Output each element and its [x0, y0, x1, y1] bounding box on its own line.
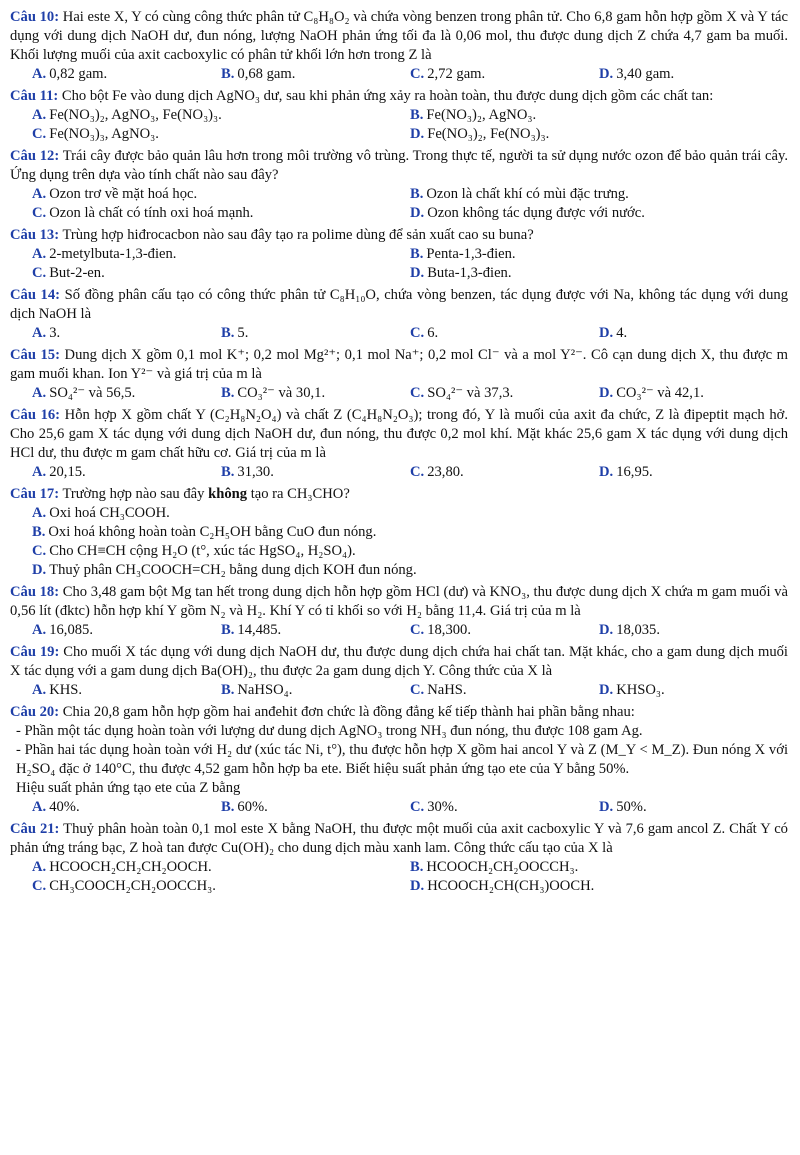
option-text: Penta-1,3-đien. [426, 246, 516, 262]
option-text: Fe(NO₃)₂, AgNO₃, Fe(NO₃)₃. [49, 107, 222, 123]
option-letter: C. [32, 265, 47, 281]
option-letter: B. [410, 859, 424, 875]
option-text: KHS. [49, 682, 83, 698]
option-text: 2,72 gam. [427, 66, 486, 82]
answer-option [32, 463, 221, 482]
answer-option [32, 542, 788, 561]
answer-option [410, 877, 788, 896]
answer-options [10, 106, 788, 144]
answer-option [32, 561, 788, 580]
option-letter: A. [32, 107, 47, 123]
answer-option [410, 858, 788, 877]
question-part: - Phần hai tác dụng hoàn toàn với H₂ dư (xúc tác Ni, t°), thu được hỗn hợp X gồm hai ancol Y và Z (M_Y < M_Z). Đun nóng X với H₂SO₄ đặc ở 140°C, thu được 4,52 gam hỗn hợp ba ete. Biết hiệu suất phản ứng tạo ete của Y bằng 50%. [16, 742, 788, 777]
answer-options [10, 384, 788, 403]
question-text: Trùng hợp hiđrocacbon nào sau đây tạo ra polime dùng để sản xuất cao su buna? [62, 227, 534, 243]
option-letter: A. [32, 464, 47, 480]
option-letter: A. [32, 682, 47, 698]
answer-option [221, 65, 410, 84]
answer-option [410, 185, 788, 204]
answer-option [410, 681, 599, 700]
option-text: SO₄²⁻ và 37,3. [427, 385, 514, 401]
answer-options [10, 185, 788, 223]
question-block [10, 346, 788, 403]
option-letter: D. [599, 622, 614, 638]
answer-option [221, 384, 410, 403]
answer-option [32, 106, 410, 125]
option-text: Ozon trơ về mặt hoá học. [49, 186, 198, 202]
option-text: Ozon không tác dụng được với nước. [427, 205, 645, 221]
question-text: Thuỷ phân hoàn toàn 0,1 mol este X bằng NaOH, thu được một muối của axit cacboxylic Y và 7,6 gam ancol Z. Chất Y có phản ứng tráng bạc, Z hoà tan được Cu(OH)₂ cho dung dịch màu xanh lam. Công thức cấu tạo của X là [10, 821, 788, 856]
answer-option [599, 798, 788, 817]
option-text: 0,82 gam. [49, 66, 108, 82]
option-text: Ozon là chất khí có mùi đặc trưng. [426, 186, 629, 202]
answer-option [410, 384, 599, 403]
option-letter: D. [599, 385, 614, 401]
option-text: CO₃²⁻ và 30,1. [237, 385, 326, 401]
question-text: Trường hợp nào sau đây [62, 486, 209, 502]
option-letter: C. [410, 622, 425, 638]
answer-option [32, 798, 221, 817]
question-number: Câu 21: [10, 821, 60, 837]
question-text: Hỗn hợp X gồm chất Y (C₂H₈N₂O₄) và chất Z (C₄H₈N₂O₃); trong đó, Y là muối của axit đa chức, Z là đipeptit mạch hở. Cho 25,6 gam X tác dụng với dung dịch NaOH dư, đun nóng, thu được 0,2 mol khí. Mặt khác 25,6 gam X tác dụng với dung dịch HCl dư, thu được m gam chất hữu cơ. Giá trị của m là [10, 407, 789, 461]
question-text: Số đồng phân cấu tạo có công thức phân tử C₈H₁₀O, chứa vòng benzen, tác dụng được với Na, không tác dụng với dung dịch NaOH là [10, 287, 788, 322]
option-letter: B. [221, 682, 235, 698]
option-text: Fe(NO₃)₂, AgNO₃. [426, 107, 537, 123]
option-letter: D. [410, 205, 425, 221]
answer-option [32, 125, 410, 144]
answer-option [410, 264, 788, 283]
answer-option [410, 798, 599, 817]
answer-option [32, 681, 221, 700]
question-text: Hai este X, Y có cùng công thức phân tử C₈H₈O₂ và chứa vòng benzen trong phân tử. Cho 6,8 gam hỗn hợp gồm X và Y tác dụng với dung dịch NaOH dư, đun nóng, lượng NaOH phản ứng tối đa là 0,06 mol, thu được dung dịch Z chứa 4,7 gam ba muối. Khối lượng muối của axit cacboxylic có phân tử khối lớn hơn trong Z là [10, 9, 789, 63]
option-text: 0,68 gam. [237, 66, 296, 82]
question-stem [10, 346, 788, 384]
question-part: - Phần một tác dụng hoàn toàn với lượng dư dung dịch AgNO₃ trong NH₃ đun nóng, thu được 108 gam Ag. [16, 723, 643, 739]
option-text: 3,40 gam. [616, 66, 675, 82]
question-number: Câu 11: [10, 88, 59, 104]
option-letter: B. [221, 464, 235, 480]
option-text: Thuỷ phân CH₃COOCH=CH₂ bằng dung dịch KOH đun nóng. [49, 562, 417, 578]
option-text: 23,80. [427, 464, 464, 480]
answer-option [32, 204, 410, 223]
question-stem [10, 820, 788, 858]
option-letter: A. [32, 622, 47, 638]
option-text: 40%. [49, 799, 80, 815]
question-stem [10, 703, 788, 722]
option-letter: C. [410, 682, 425, 698]
option-text: Fe(NO₃)₂, Fe(NO₃)₃. [427, 126, 550, 142]
option-letter: C. [32, 205, 47, 221]
option-text: NaHSO₄. [237, 682, 293, 698]
question-text: Cho muối X tác dụng với dung dịch NaOH dư, thu được dung dịch chứa hai chất tan. Mặt khác, cho a gam dung dịch muối X tác dụng với a gam dung dịch Ba(OH)₂, thu được 2a gam dung dịch Y. Công thức của X là [10, 644, 788, 679]
option-text: 16,085. [49, 622, 93, 638]
option-text: 4. [616, 325, 628, 341]
option-text: CO₃²⁻ và 42,1. [616, 385, 704, 401]
option-letter: B. [410, 107, 424, 123]
option-text: CH₃COOCH₂CH₂OOCCH₃. [49, 878, 216, 894]
question-stem [10, 643, 788, 681]
question-number: Câu 15: [10, 347, 60, 363]
question-text: tạo ra CH₃CHO? [247, 486, 350, 502]
answer-option [599, 463, 788, 482]
question-stem [10, 147, 788, 185]
answer-option [32, 384, 221, 403]
question-block [10, 87, 788, 144]
option-letter: D. [599, 799, 614, 815]
question-number: Câu 20: [10, 704, 60, 720]
answer-option [221, 324, 410, 343]
question-text: Cho bột Fe vào dung dịch AgNO₃ dư, sau khi phản ứng xảy ra hoàn toàn, thu được dung dịch gồm các chất tan: [61, 88, 714, 104]
option-text: 60%. [237, 799, 268, 815]
answer-option [599, 65, 788, 84]
option-letter: A. [32, 385, 47, 401]
question-stem [10, 87, 788, 106]
question-block [10, 643, 788, 700]
option-letter: B. [410, 246, 424, 262]
answer-option [32, 65, 221, 84]
answer-option [599, 621, 788, 640]
question-block [10, 286, 788, 343]
option-letter: B. [221, 66, 235, 82]
question-stem [10, 8, 788, 65]
question-block [10, 147, 788, 223]
question-number: Câu 14: [10, 287, 61, 303]
answer-option [221, 798, 410, 817]
option-letter: D. [410, 878, 425, 894]
answer-options [10, 858, 788, 896]
option-letter: C. [410, 464, 425, 480]
question-number: Câu 16: [10, 407, 61, 423]
option-text: 30%. [427, 799, 458, 815]
option-text: 2-metylbuta-1,3-đien. [49, 246, 177, 262]
option-letter: D. [410, 126, 425, 142]
question-block [10, 485, 788, 580]
option-text: 31,30. [237, 464, 274, 480]
answer-options [10, 504, 788, 580]
question-stem [10, 485, 788, 504]
answer-options [10, 681, 788, 700]
question-number: Câu 12: [10, 148, 60, 164]
option-text: HCOOCH₂CH(CH₃)OOCH. [427, 878, 595, 894]
option-text: Oxi hoá không hoàn toàn C₂H₅OH bằng CuO đun nóng. [48, 524, 377, 540]
question-number: Câu 17: [10, 486, 60, 502]
option-letter: D. [410, 265, 425, 281]
option-letter: A. [32, 246, 47, 262]
question-emphasis: không [208, 486, 248, 502]
question-stem [10, 406, 788, 463]
question-block [10, 406, 788, 482]
question-stem [10, 226, 788, 245]
option-text: 20,15. [49, 464, 86, 480]
option-text: SO₄²⁻ và 56,5. [49, 385, 136, 401]
option-text: Oxi hoá CH₃COOH. [49, 505, 170, 521]
option-letter: D. [599, 682, 614, 698]
option-letter: B. [221, 325, 235, 341]
answer-options [10, 245, 788, 283]
answer-option [599, 681, 788, 700]
answer-option [410, 245, 788, 264]
question-text: Dung dịch X gồm 0,1 mol K⁺; 0,2 mol Mg²⁺; 0,1 mol Na⁺; 0,2 mol Cl⁻ và a mol Y²⁻. Cô cạn dung dịch X, thu được m gam muối khan. Ion Y²⁻ và giá trị của m là [10, 347, 789, 382]
option-letter: C. [32, 878, 47, 894]
question-number: Câu 19: [10, 644, 60, 660]
question-stem [10, 286, 788, 324]
option-letter: C. [32, 543, 47, 559]
option-text: 50%. [616, 799, 647, 815]
answer-option [410, 621, 599, 640]
question-number: Câu 13: [10, 227, 60, 243]
option-letter: C. [32, 126, 47, 142]
option-text: 18,035. [616, 622, 660, 638]
answer-option [32, 324, 221, 343]
answer-option [32, 858, 410, 877]
question-text: Chia 20,8 gam hỗn hợp gồm hai anđehit đơn chức là đồng đẳng kế tiếp thành hai phần bằng nhau: [62, 704, 635, 720]
option-text: Fe(NO₃)₃, AgNO₃. [49, 126, 159, 142]
answer-options [10, 65, 788, 84]
answer-options [10, 621, 788, 640]
option-text: 6. [427, 325, 439, 341]
question-text: Cho 3,48 gam bột Mg tan hết trong dung dịch hỗn hợp gồm HCl (dư) và KNO₃, thu được dung dịch X chứa m gam muối và 0,56 lít (đktc) hỗn hợp khí Y gồm N₂ và H₂. Khí Y có tỉ khối so với H₂ bằng 11,4. Giá trị của m là [10, 584, 788, 619]
option-text: Ozon là chất có tính oxi hoá mạnh. [49, 205, 254, 221]
option-letter: C. [410, 66, 425, 82]
option-text: But-2-en. [49, 265, 105, 281]
answer-option [32, 245, 410, 264]
question-number: Câu 10: [10, 9, 60, 25]
option-text: Buta-1,3-đien. [427, 265, 512, 281]
option-letter: A. [32, 799, 47, 815]
option-letter: B. [410, 186, 424, 202]
option-letter: B. [32, 524, 46, 540]
option-letter: A. [32, 505, 47, 521]
question-block [10, 8, 788, 84]
answer-option [410, 204, 788, 223]
question-number: Câu 18: [10, 584, 60, 600]
answer-option [410, 65, 599, 84]
answer-options [10, 324, 788, 343]
answer-option [410, 106, 788, 125]
option-letter: A. [32, 325, 47, 341]
answer-option [410, 463, 599, 482]
answer-option [32, 264, 410, 283]
option-letter: B. [221, 385, 235, 401]
answer-option [599, 324, 788, 343]
option-text: NaHS. [427, 682, 467, 698]
option-text: 14,485. [237, 622, 282, 638]
option-text: 16,95. [616, 464, 653, 480]
option-text: HCOOCH₂CH₂OOCCH₃. [426, 859, 579, 875]
question-block [10, 583, 788, 640]
answer-option [599, 384, 788, 403]
option-text: 18,300. [427, 622, 471, 638]
answer-option [32, 185, 410, 204]
option-text: Cho CH≡CH cộng H₂O (t°, xúc tác HgSO₄, H₂SO₄). [49, 543, 356, 559]
answer-option [32, 504, 788, 523]
option-letter: D. [599, 464, 614, 480]
option-letter: D. [599, 66, 614, 82]
answer-option [410, 125, 788, 144]
option-letter: B. [221, 622, 235, 638]
option-text: HCOOCH₂CH₂CH₂OOCH. [49, 859, 212, 875]
option-text: 5. [237, 325, 249, 341]
answer-option [221, 681, 410, 700]
option-letter: C. [410, 799, 425, 815]
answer-option [32, 621, 221, 640]
answer-option [221, 463, 410, 482]
option-text: 3. [49, 325, 61, 341]
question-block [10, 226, 788, 283]
question-block [10, 703, 788, 817]
option-letter: C. [410, 385, 425, 401]
answer-option [32, 523, 788, 542]
option-letter: A. [32, 859, 47, 875]
answer-option [32, 877, 410, 896]
answer-options [10, 463, 788, 482]
option-letter: D. [599, 325, 614, 341]
question-prompt: Hiệu suất phản ứng tạo ete của Z bằng [16, 780, 241, 796]
question-stem [10, 583, 788, 621]
option-letter: A. [32, 186, 47, 202]
answer-option [410, 324, 599, 343]
answer-option [221, 621, 410, 640]
option-letter: A. [32, 66, 47, 82]
option-letter: B. [221, 799, 235, 815]
option-letter: D. [32, 562, 47, 578]
option-text: KHSO₃. [616, 682, 665, 698]
question-text: Trái cây được bảo quản lâu hơn trong môi trường vô trùng. Trong thực tế, người ta sử dụng nước ozon để bảo quản trái cây. Ứng dụng trên dựa vào tính chất nào sau đây? [10, 148, 788, 183]
question-block [10, 820, 788, 896]
option-letter: C. [410, 325, 425, 341]
answer-options [10, 798, 788, 817]
